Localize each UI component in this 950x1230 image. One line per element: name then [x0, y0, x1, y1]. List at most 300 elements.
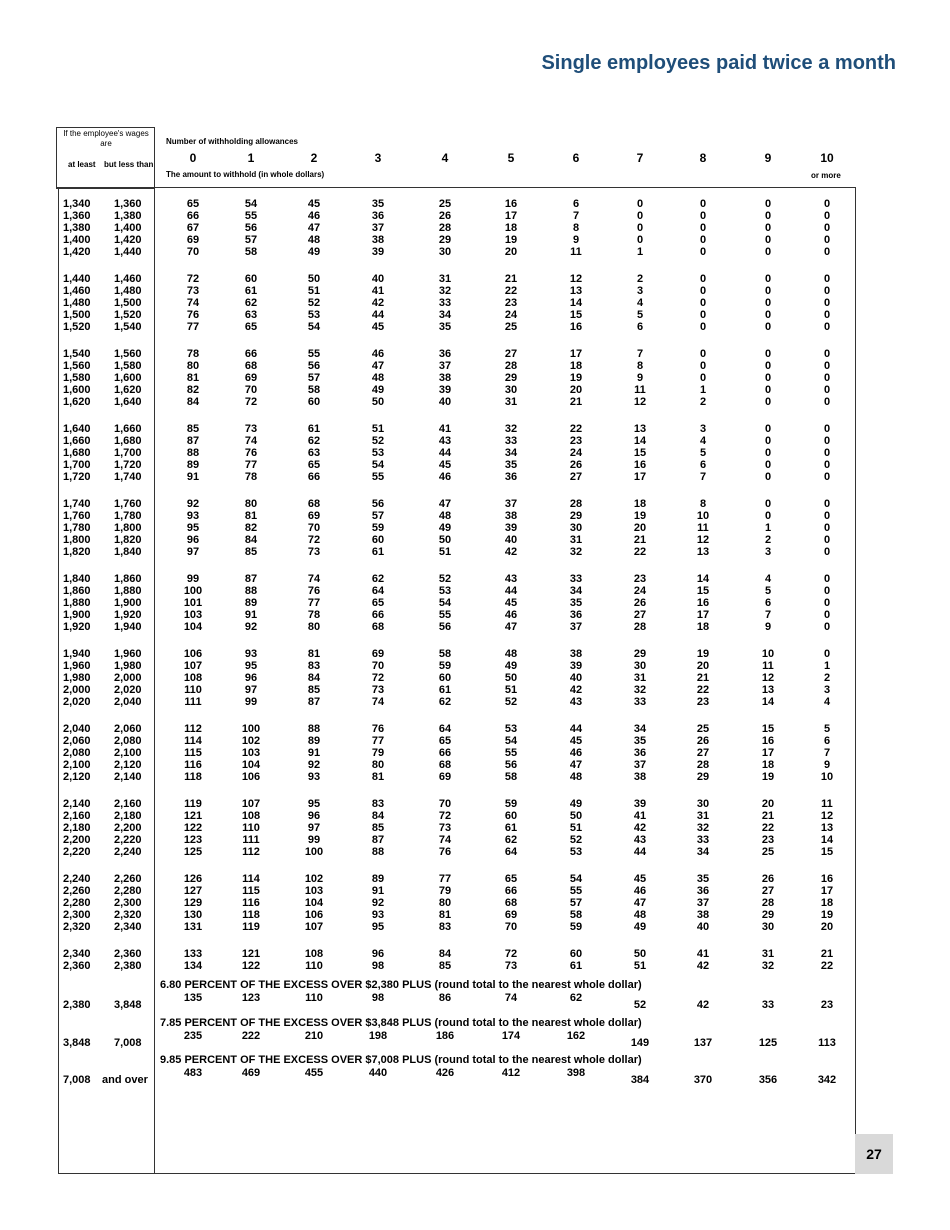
withholding-amount: 0	[823, 435, 831, 447]
withholding-amount: 46	[371, 348, 385, 360]
withholding-amount: 34	[633, 723, 647, 735]
withholding-amount: 79	[371, 747, 385, 759]
wage-at-least: 1,840	[63, 573, 91, 585]
bracket-amount: 210	[304, 1030, 324, 1042]
wage-less-than: 2,060	[114, 723, 142, 735]
withholding-amount: 0	[764, 510, 772, 522]
withholding-amount: 6	[572, 198, 580, 210]
withholding-amount: 13	[820, 822, 834, 834]
wage-at-least: 1,720	[63, 471, 91, 483]
wage-less-than: 2,040	[114, 696, 142, 708]
withholding-amount: 65	[307, 459, 321, 471]
withholding-amount: 35	[696, 873, 710, 885]
wage-at-least: 2,260	[63, 885, 91, 897]
withholding-amount: 95	[186, 522, 200, 534]
withholding-amount: 9	[764, 621, 772, 633]
withholding-amount: 0	[636, 234, 644, 246]
withholding-amount: 88	[371, 846, 385, 858]
withholding-amount: 28	[438, 222, 452, 234]
withholding-amount: 41	[696, 948, 710, 960]
wage-less-than: 1,960	[114, 648, 142, 660]
withholding-amount: 131	[183, 921, 203, 933]
withholding-amount: 18	[696, 621, 710, 633]
withholding-amount: 78	[186, 348, 200, 360]
withholding-amount: 66	[371, 609, 385, 621]
withholding-amount: 49	[438, 522, 452, 534]
withholding-amount: 27	[696, 747, 710, 759]
withholding-amount: 0	[823, 246, 831, 258]
wage-less-than: 1,820	[114, 534, 142, 546]
withholding-amount: 44	[438, 447, 452, 459]
withholding-amount: 43	[504, 573, 518, 585]
withholding-amount: 0	[823, 384, 831, 396]
wage-at-least: 2,120	[63, 771, 91, 783]
withholding-amount: 0	[823, 423, 831, 435]
wage-less-than: 1,980	[114, 660, 142, 672]
wage-at-least: 1,980	[63, 672, 91, 684]
withholding-amount: 74	[438, 834, 452, 846]
withholding-amount: 56	[504, 759, 518, 771]
bracket-amount: 174	[501, 1030, 521, 1042]
allowance-column-2: 2	[310, 151, 318, 165]
withholding-amount: 76	[186, 309, 200, 321]
withholding-amount: 17	[761, 747, 775, 759]
withholding-amount: 34	[438, 309, 452, 321]
withholding-amount: 5	[764, 585, 772, 597]
allowance-column-0: 0	[189, 151, 197, 165]
withholding-amount: 31	[438, 273, 452, 285]
withholding-amount: 54	[438, 597, 452, 609]
bracket-less-than: and over	[102, 1074, 148, 1086]
bracket-amount: 412	[501, 1067, 521, 1079]
withholding-amount: 0	[764, 309, 772, 321]
withholding-amount: 21	[696, 672, 710, 684]
wage-at-least: 1,540	[63, 348, 91, 360]
wage-at-least: 1,440	[63, 273, 91, 285]
withholding-amount: 0	[823, 198, 831, 210]
withholding-amount: 93	[307, 771, 321, 783]
withholding-amount: 73	[307, 546, 321, 558]
withholding-amount: 31	[504, 396, 518, 408]
withholding-amount: 62	[244, 297, 258, 309]
withholding-amount: 74	[371, 696, 385, 708]
withholding-amount: 65	[438, 735, 452, 747]
withholding-amount: 36	[633, 747, 647, 759]
withholding-amount: 0	[823, 609, 831, 621]
withholding-amount: 6	[699, 459, 707, 471]
withholding-amount: 0	[764, 447, 772, 459]
withholding-amount: 100	[241, 723, 261, 735]
withholding-amount: 52	[569, 834, 583, 846]
withholding-amount: 0	[823, 459, 831, 471]
withholding-amount: 51	[569, 822, 583, 834]
withholding-amount: 24	[504, 309, 518, 321]
withholding-amount: 92	[371, 897, 385, 909]
wage-at-least: 1,760	[63, 510, 91, 522]
withholding-amount: 28	[633, 621, 647, 633]
withholding-amount: 74	[307, 573, 321, 585]
withholding-amount: 8	[699, 498, 707, 510]
withholding-amount: 121	[241, 948, 261, 960]
withholding-amount: 89	[307, 735, 321, 747]
bracket-amount: 469	[241, 1067, 261, 1079]
withholding-amount: 67	[186, 222, 200, 234]
withholding-amount: 9	[572, 234, 580, 246]
withholding-amount: 13	[633, 423, 647, 435]
withholding-amount: 29	[438, 234, 452, 246]
withholding-amount: 0	[699, 297, 707, 309]
withholding-amount: 25	[761, 846, 775, 858]
withholding-amount: 0	[764, 372, 772, 384]
withholding-amount: 38	[569, 648, 583, 660]
wage-at-least: 1,640	[63, 423, 91, 435]
allowance-column-9: 9	[764, 151, 772, 165]
withholding-amount: 46	[438, 471, 452, 483]
withholding-amount: 19	[696, 648, 710, 660]
withholding-amount: 10	[820, 771, 834, 783]
withholding-amount: 80	[307, 621, 321, 633]
withholding-amount: 21	[820, 948, 834, 960]
withholding-amount: 47	[438, 498, 452, 510]
withholding-amount: 95	[371, 921, 385, 933]
withholding-amount: 29	[696, 771, 710, 783]
withholding-amount: 70	[244, 384, 258, 396]
withholding-amount: 24	[633, 585, 647, 597]
wage-less-than: 2,160	[114, 798, 142, 810]
withholding-amount: 3	[764, 546, 772, 558]
withholding-amount: 44	[504, 585, 518, 597]
withholding-amount: 103	[241, 747, 261, 759]
wage-less-than: 1,740	[114, 471, 142, 483]
wage-at-least: 1,400	[63, 234, 91, 246]
withholding-amount: 59	[569, 921, 583, 933]
withholding-amount: 102	[304, 873, 324, 885]
withholding-amount: 12	[761, 672, 775, 684]
withholding-amount: 34	[569, 585, 583, 597]
withholding-amount: 87	[186, 435, 200, 447]
withholding-amount: 73	[244, 423, 258, 435]
withholding-amount: 77	[186, 321, 200, 333]
wage-at-least: 1,900	[63, 609, 91, 621]
withholding-amount: 52	[371, 435, 385, 447]
withholding-amount: 133	[183, 948, 203, 960]
withholding-amount: 18	[820, 897, 834, 909]
withholding-amount: 66	[504, 885, 518, 897]
withholding-amount: 49	[371, 384, 385, 396]
withholding-amount: 53	[438, 585, 452, 597]
withholding-amount: 45	[438, 459, 452, 471]
withholding-amount: 104	[183, 621, 203, 633]
wage-less-than: 2,220	[114, 834, 142, 846]
withholding-amount: 0	[764, 222, 772, 234]
withholding-amount: 36	[504, 471, 518, 483]
withholding-amount: 99	[307, 834, 321, 846]
withholding-amount: 48	[633, 909, 647, 921]
withholding-amount: 58	[244, 246, 258, 258]
withholding-amount: 73	[438, 822, 452, 834]
withholding-amount: 84	[244, 534, 258, 546]
bracket-amount: 125	[758, 1037, 778, 1049]
withholding-amount: 0	[764, 321, 772, 333]
wage-less-than: 1,800	[114, 522, 142, 534]
withholding-amount: 0	[823, 360, 831, 372]
withholding-amount: 32	[761, 960, 775, 972]
bracket-less-than: 7,008	[114, 1037, 142, 1049]
withholding-amount: 97	[244, 684, 258, 696]
withholding-amount: 0	[823, 522, 831, 534]
withholding-amount: 15	[820, 846, 834, 858]
withholding-amount: 18	[504, 222, 518, 234]
withholding-amount: 11	[762, 660, 774, 672]
withholding-amount: 60	[371, 534, 385, 546]
withholding-amount: 7	[823, 747, 831, 759]
withholding-amount: 57	[371, 510, 385, 522]
withholding-amount: 50	[504, 672, 518, 684]
withholding-amount: 69	[438, 771, 452, 783]
allowance-column-8: 8	[699, 151, 707, 165]
withholding-amount: 0	[699, 285, 707, 297]
withholding-amount: 7	[572, 210, 580, 222]
withholding-amount: 14	[569, 297, 583, 309]
withholding-amount: 0	[764, 360, 772, 372]
wage-less-than: 1,720	[114, 459, 142, 471]
allowance-column-1: 1	[247, 151, 255, 165]
withholding-amount: 66	[186, 210, 200, 222]
withholding-amount: 30	[438, 246, 452, 258]
wage-at-least: 2,000	[63, 684, 91, 696]
withholding-amount: 78	[244, 471, 258, 483]
withholding-amount: 39	[438, 384, 452, 396]
wage-less-than: 1,460	[114, 273, 142, 285]
table-border-middle	[154, 128, 155, 1174]
withholding-amount: 92	[244, 621, 258, 633]
withholding-amount: 54	[371, 459, 385, 471]
withholding-amount: 1	[636, 246, 644, 258]
withholding-amount: 46	[633, 885, 647, 897]
withholding-amount: 11	[570, 246, 582, 258]
withholding-amount: 54	[244, 198, 258, 210]
withholding-amount: 4	[764, 573, 772, 585]
withholding-amount: 115	[184, 747, 202, 759]
withholding-amount: 8	[636, 360, 644, 372]
page-number: 27	[855, 1134, 893, 1174]
wage-at-least: 2,300	[63, 909, 91, 921]
withholding-amount: 14	[761, 696, 775, 708]
bracket-note: 9.85 PERCENT OF THE EXCESS OVER $7,008 PLUS (round total to the nearest whole dollar)	[160, 1054, 642, 1066]
withholding-amount: 118	[184, 771, 202, 783]
withholding-amount: 106	[304, 909, 324, 921]
withholding-amount: 55	[307, 348, 321, 360]
withholding-amount: 41	[633, 810, 647, 822]
withholding-amount: 7	[699, 471, 707, 483]
withholding-amount: 112	[184, 723, 202, 735]
withholding-amount: 130	[183, 909, 203, 921]
withholding-amount: 93	[244, 648, 258, 660]
withholding-amount: 70	[504, 921, 518, 933]
withholding-amount: 115	[242, 885, 260, 897]
withholding-amount: 59	[504, 798, 518, 810]
withholding-amount: 0	[823, 546, 831, 558]
withholding-amount: 3	[636, 285, 644, 297]
withholding-amount: 0	[823, 297, 831, 309]
withholding-amount: 49	[633, 921, 647, 933]
withholding-amount: 62	[438, 696, 452, 708]
withholding-amount: 59	[438, 660, 452, 672]
wage-at-least: 1,520	[63, 321, 91, 333]
withholding-amount: 39	[504, 522, 518, 534]
bracket-amount: 123	[241, 992, 261, 1004]
withholding-amount: 0	[823, 348, 831, 360]
withholding-amount: 98	[371, 960, 385, 972]
withholding-amount: 0	[764, 297, 772, 309]
withholding-amount: 26	[761, 873, 775, 885]
wage-less-than: 1,520	[114, 309, 142, 321]
withholding-amount: 0	[699, 360, 707, 372]
withholding-amount: 0	[823, 648, 831, 660]
withholding-amount: 20	[504, 246, 518, 258]
withholding-amount: 39	[371, 246, 385, 258]
withholding-amount: 37	[504, 498, 518, 510]
withholding-amount: 0	[823, 372, 831, 384]
withholding-amount: 21	[633, 534, 647, 546]
bracket-amount: 23	[820, 999, 834, 1011]
withholding-amount: 7	[636, 348, 644, 360]
withholding-amount: 95	[244, 660, 258, 672]
withholding-amount: 76	[371, 723, 385, 735]
withholding-amount: 0	[823, 510, 831, 522]
wage-at-least: 2,280	[63, 897, 91, 909]
withholding-amount: 60	[438, 672, 452, 684]
withholding-amount: 85	[371, 822, 385, 834]
withholding-amount: 107	[241, 798, 261, 810]
wage-at-least: 1,340	[63, 198, 91, 210]
withholding-amount: 72	[504, 948, 518, 960]
withholding-amount: 68	[438, 759, 452, 771]
withholding-amount: 64	[438, 723, 452, 735]
withholding-amount: 44	[371, 309, 385, 321]
withholding-amount: 56	[438, 621, 452, 633]
withholding-amount: 81	[307, 648, 321, 660]
withholding-amount: 96	[307, 810, 321, 822]
wage-at-least: 2,020	[63, 696, 91, 708]
withholding-amount: 74	[244, 435, 258, 447]
wage-less-than: 1,540	[114, 321, 142, 333]
wage-less-than: 2,280	[114, 885, 142, 897]
withholding-amount: 53	[371, 447, 385, 459]
withholding-amount: 47	[569, 759, 583, 771]
withholding-amount: 50	[307, 273, 321, 285]
withholding-amount: 58	[438, 648, 452, 660]
withholding-amount: 56	[307, 360, 321, 372]
withholding-amount: 61	[244, 285, 258, 297]
wage-at-least: 1,500	[63, 309, 91, 321]
withholding-amount: 55	[244, 210, 258, 222]
withholding-amount: 5	[636, 309, 644, 321]
withholding-amount: 30	[569, 522, 583, 534]
withholding-amount: 2	[823, 672, 831, 684]
withholding-amount: 20	[820, 921, 834, 933]
withholding-amount: 106	[183, 648, 203, 660]
withholding-amount: 0	[823, 585, 831, 597]
withholding-amount: 42	[569, 684, 583, 696]
withholding-amount: 33	[438, 297, 452, 309]
table-border-right	[855, 187, 856, 1134]
withholding-amount: 0	[699, 348, 707, 360]
wage-less-than: 1,760	[114, 498, 142, 510]
allowance-column-10: 10	[820, 151, 834, 165]
bracket-amount: 149	[630, 1037, 650, 1049]
withholding-amount: 18	[633, 498, 647, 510]
wage-less-than: 1,560	[114, 348, 142, 360]
withholding-amount: 38	[633, 771, 647, 783]
withholding-amount: 97	[307, 822, 321, 834]
withholding-amount: 17	[633, 471, 647, 483]
withholding-amount: 27	[504, 348, 518, 360]
withholding-amount: 129	[183, 897, 203, 909]
withholding-amount: 43	[633, 834, 647, 846]
withholding-amount: 2	[699, 396, 707, 408]
withholding-amount: 84	[438, 948, 452, 960]
withholding-amount: 60	[569, 948, 583, 960]
withholding-amount: 23	[696, 696, 710, 708]
withholding-amount: 49	[569, 798, 583, 810]
withholding-amount: 111	[184, 696, 202, 708]
withholding-amount: 0	[764, 246, 772, 258]
withholding-amount: 116	[242, 897, 260, 909]
wage-at-least: 1,800	[63, 534, 91, 546]
withholding-amount: 60	[307, 396, 321, 408]
wage-at-least: 2,240	[63, 873, 91, 885]
withholding-amount: 29	[633, 648, 647, 660]
withholding-amount: 0	[764, 273, 772, 285]
withholding-amount: 1	[823, 660, 831, 672]
wage-less-than: 1,360	[114, 198, 142, 210]
withholding-amount: 88	[186, 447, 200, 459]
withholding-amount: 0	[699, 321, 707, 333]
withholding-amount: 36	[438, 348, 452, 360]
withholding-amount: 35	[438, 321, 452, 333]
withholding-amount: 16	[569, 321, 583, 333]
withholding-amount: 49	[307, 246, 321, 258]
withholding-amount: 32	[633, 684, 647, 696]
withholding-amount: 58	[504, 771, 518, 783]
withholding-amount: 0	[823, 222, 831, 234]
withholding-amount: 89	[371, 873, 385, 885]
withholding-amount: 65	[186, 198, 200, 210]
withholding-amount: 100	[183, 585, 203, 597]
withholding-amount: 30	[504, 384, 518, 396]
withholding-amount: 0	[636, 222, 644, 234]
wage-at-least: 2,180	[63, 822, 91, 834]
withholding-amount: 85	[438, 960, 452, 972]
withholding-amount: 0	[823, 597, 831, 609]
bracket-amount: 42	[696, 999, 710, 1011]
withholding-amount: 10	[696, 510, 710, 522]
withholding-amount: 31	[761, 948, 775, 960]
withholding-amount: 8	[572, 222, 580, 234]
withholding-amount: 0	[764, 396, 772, 408]
wage-less-than: 2,380	[114, 960, 142, 972]
withholding-amount: 68	[504, 897, 518, 909]
bracket-amount: 455	[304, 1067, 324, 1079]
withholding-amount: 46	[307, 210, 321, 222]
withholding-amount: 72	[186, 273, 200, 285]
wage-at-least: 2,060	[63, 735, 91, 747]
withholding-amount: 108	[183, 672, 203, 684]
withholding-amount: 22	[696, 684, 710, 696]
withholding-amount: 69	[186, 234, 200, 246]
withholding-amount: 85	[186, 423, 200, 435]
